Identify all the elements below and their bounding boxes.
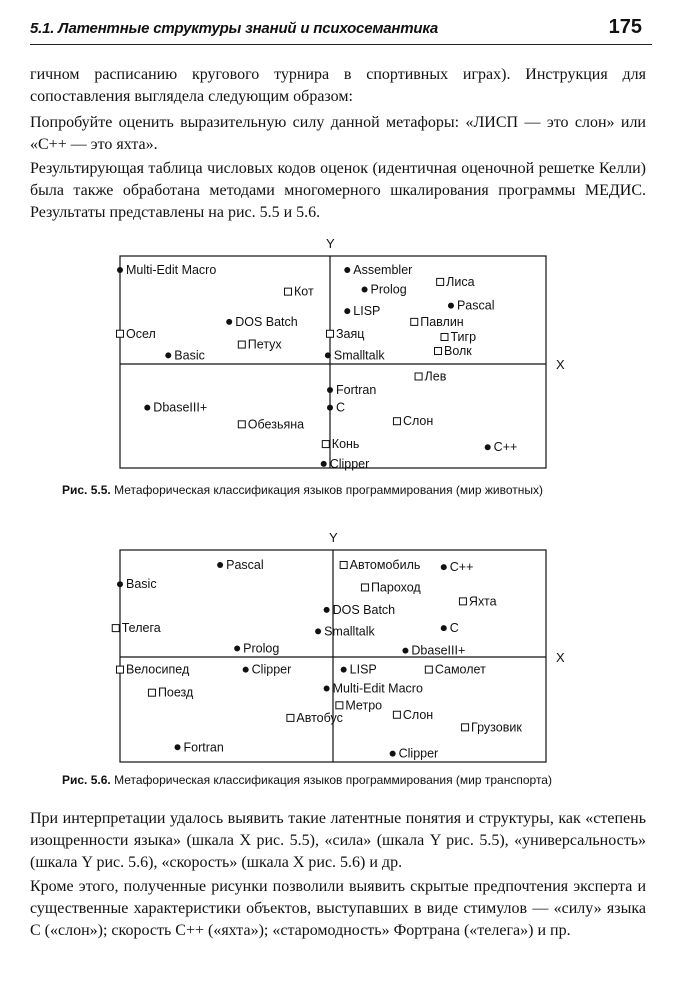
dot-marker — [324, 607, 330, 613]
point-label: Самолет — [434, 662, 486, 677]
dot-marker — [402, 648, 408, 654]
point-label: Метро — [345, 698, 383, 713]
point-label: Слон — [402, 707, 434, 722]
figure-5-5-plot — [0, 234, 683, 479]
point-автобус — [287, 711, 343, 725]
square-marker — [117, 330, 124, 337]
point-label: Кот — [294, 284, 314, 299]
dot-marker — [485, 444, 491, 450]
square-marker — [112, 625, 119, 632]
dot-marker — [362, 286, 368, 292]
square-marker — [238, 421, 245, 428]
point-label: Волк — [444, 344, 472, 359]
dot-marker — [327, 387, 333, 393]
point-label: Лев — [424, 369, 447, 384]
point-лев — [415, 369, 447, 383]
square-marker — [393, 418, 400, 425]
point-c — [441, 621, 459, 635]
point-label: Basic — [126, 577, 157, 592]
dot-marker — [165, 352, 171, 358]
point-label: DOS Batch — [235, 314, 298, 329]
point-clipper — [390, 747, 439, 761]
point-label: Fortran — [336, 383, 377, 397]
point-лиса — [437, 275, 475, 289]
dot-marker — [441, 625, 447, 631]
dot-marker — [117, 267, 123, 273]
point-автомобиль — [340, 558, 420, 572]
point-грузовик — [462, 720, 523, 734]
point-label: Multi-Edit Macro — [332, 681, 423, 696]
point-label: C — [336, 400, 346, 415]
page-number: 175 — [608, 16, 642, 38]
point-multi-edit-macro — [324, 682, 423, 696]
point-самолет — [425, 663, 486, 677]
figure-5-5 — [0, 234, 683, 479]
point-label: DOS Batch — [332, 602, 396, 617]
point-prolog — [362, 282, 407, 296]
dot-marker — [321, 461, 327, 467]
figure-5-5-caption — [62, 483, 543, 497]
point-label: Assembler — [353, 263, 413, 278]
x-axis-label: X — [556, 650, 565, 665]
point-smalltalk — [315, 624, 375, 638]
point-dos-batch — [324, 603, 396, 617]
y-axis-label: Y — [326, 236, 335, 251]
point-assembler — [344, 263, 412, 277]
point-конь — [322, 437, 359, 451]
point-clipper — [243, 663, 292, 677]
square-marker — [287, 714, 294, 721]
square-marker — [361, 584, 368, 591]
dot-marker — [234, 645, 240, 651]
point-волк — [435, 344, 473, 358]
point-поезд — [148, 686, 194, 700]
point-fortran — [175, 740, 224, 754]
point-smalltalk — [325, 348, 385, 362]
point-label: LISP — [349, 662, 377, 677]
dot-marker — [341, 667, 347, 673]
point-слон — [393, 708, 433, 722]
point-label: Smalltalk — [333, 348, 385, 363]
x-axis-label: X — [556, 357, 565, 372]
point-clipper — [321, 457, 370, 471]
running-header-title: 5.1. Латентные структуры знаний и психосемантика — [30, 20, 439, 37]
point-label: Осел — [126, 326, 156, 341]
point-заяц — [327, 327, 365, 341]
point-label: Велосипед — [126, 662, 190, 677]
dot-marker — [325, 352, 331, 358]
point-label: DbaseIII+ — [153, 400, 208, 415]
dot-marker — [243, 667, 249, 673]
point-cplusplus — [485, 440, 518, 454]
point-осел — [117, 327, 156, 341]
square-marker — [415, 373, 422, 380]
paragraph-2: Попробуйте оценить выразительную силу данной метафоры: «ЛИСП — это слон» или «С++ — это яхта». — [30, 114, 646, 153]
point-basic — [165, 348, 205, 362]
dot-marker — [327, 405, 333, 411]
dot-marker — [390, 751, 396, 757]
square-marker — [285, 288, 292, 295]
point-label: DbaseIII+ — [411, 643, 466, 658]
figure-5-5-title: Метафорическая классификация языков программирования (мир животных) — [114, 483, 544, 497]
point-label: Pascal — [456, 298, 495, 313]
point-pascal — [217, 558, 264, 572]
point-label: Prolog — [370, 282, 407, 297]
point-label: Basic — [174, 348, 205, 363]
square-marker — [238, 341, 245, 348]
square-marker — [441, 334, 448, 341]
point-label: Петух — [247, 337, 282, 352]
square-marker — [411, 318, 418, 325]
point-dbaseiiiplus — [144, 401, 207, 415]
dot-marker — [226, 319, 232, 325]
dot-marker — [344, 308, 350, 314]
figure-5-6-caption — [62, 773, 552, 787]
point-label: Prolog — [243, 641, 280, 656]
point-label: Яхта — [468, 594, 497, 609]
point-пароход — [361, 580, 421, 594]
square-marker — [340, 561, 347, 568]
square-marker — [435, 348, 442, 355]
figure-5-6-title: Метафорическая классификация языков программирования (мир транспорта) — [114, 773, 552, 787]
point-label: Smalltalk — [324, 624, 375, 639]
point-label: Clipper — [329, 456, 370, 471]
point-label: Заяц — [336, 326, 365, 341]
square-marker — [437, 278, 444, 285]
point-label: Поезд — [157, 685, 194, 700]
square-marker — [462, 724, 469, 731]
paragraph-5: Кроме этого, полученные рисунки позволили выявить скрытые предпочтения эксперта и существенные характеристики объектов, выступавших в виде стимулов — «силу» языка С («слон»); скорость С++ («яхта»); «старомодность» Фортрана («телега») и пр. — [30, 878, 646, 939]
point-label: Pascal — [226, 557, 264, 572]
point-basic — [117, 577, 157, 591]
point-prolog — [234, 641, 279, 655]
square-marker — [459, 598, 466, 605]
dot-marker — [324, 686, 330, 692]
point-label: C++ — [493, 440, 518, 455]
point-label: Грузовик — [471, 720, 522, 735]
point-pascal — [448, 299, 495, 313]
point-lisp — [344, 304, 380, 318]
point-павлин — [411, 315, 464, 329]
point-cplusplus — [441, 560, 474, 574]
point-label: Тигр — [450, 330, 477, 344]
paragraph-3: Результирующая таблица числовых кодов оценок (идентичная оценочной решетке Келли) была также обработана методами многомерного шкалирования программы МЕДИС. Результаты представлены на рис. 5.5 и 5.6. — [30, 160, 646, 221]
square-marker — [425, 666, 432, 673]
point-label: Пароход — [370, 580, 421, 595]
dot-marker — [344, 267, 350, 273]
point-fortran — [327, 383, 376, 397]
square-marker — [322, 441, 329, 448]
point-label: Multi-Edit Macro — [126, 263, 217, 278]
point-тигр — [441, 330, 476, 344]
point-label: Обезьяна — [247, 417, 305, 432]
point-слон — [393, 414, 433, 428]
point-multi-edit-macro — [117, 263, 216, 277]
point-label: C++ — [449, 560, 474, 575]
point-label: Телега — [121, 621, 161, 636]
point-велосипед — [117, 663, 190, 677]
figure-5-6 — [0, 528, 683, 768]
square-marker — [393, 711, 400, 718]
y-axis-label: Y — [329, 530, 338, 545]
point-label: LISP — [353, 304, 381, 319]
point-label: Конь — [331, 437, 360, 452]
point-dbaseiiiplus — [402, 644, 465, 658]
dot-marker — [175, 744, 181, 750]
figure-5-6-plot — [0, 528, 683, 768]
square-marker — [336, 702, 343, 709]
square-marker — [327, 330, 334, 337]
dot-marker — [217, 562, 223, 568]
point-lisp — [341, 663, 377, 677]
dot-marker — [117, 581, 123, 587]
point-dos-batch — [226, 315, 298, 329]
point-яхта — [459, 594, 496, 608]
point-label: Слон — [402, 414, 434, 429]
point-label: Автомобиль — [349, 557, 421, 572]
dot-marker — [315, 628, 321, 634]
point-label: Clipper — [251, 662, 292, 677]
point-label: Автобус — [296, 710, 343, 725]
point-label: Clipper — [398, 746, 439, 761]
point-обезьяна — [238, 417, 304, 431]
figure-5-6-label: Рис. 5.6. — [62, 773, 111, 787]
running-header — [30, 14, 652, 45]
dot-marker — [144, 405, 150, 411]
point-петух — [238, 338, 282, 352]
square-marker — [117, 666, 124, 673]
dot-marker — [448, 303, 454, 309]
point-label: Лиса — [446, 274, 475, 289]
point-кот — [285, 285, 314, 299]
point-label: C — [449, 621, 459, 636]
dot-marker — [441, 564, 447, 570]
point-label: Fortran — [183, 740, 224, 755]
figure-5-5-label: Рис. 5.5. — [62, 483, 111, 497]
paragraph-1: гичном расписанию кругового турнира в спортивных играх). Инструкция для сопоставления выглядела следующим образом: — [30, 66, 646, 105]
paragraph-4: При интерпретации удалось выявить такие латентные понятия и структуры, как «степень изощренности языка» (шкала X рис. 5.5), «сила» (шкала Y рис. 5.5), «универсальность» (шкала Y рис. 5.6), «скорость» (шкала X рис. 5.6) и др. — [30, 810, 646, 871]
point-label: Павлин — [420, 314, 464, 329]
square-marker — [148, 689, 155, 696]
